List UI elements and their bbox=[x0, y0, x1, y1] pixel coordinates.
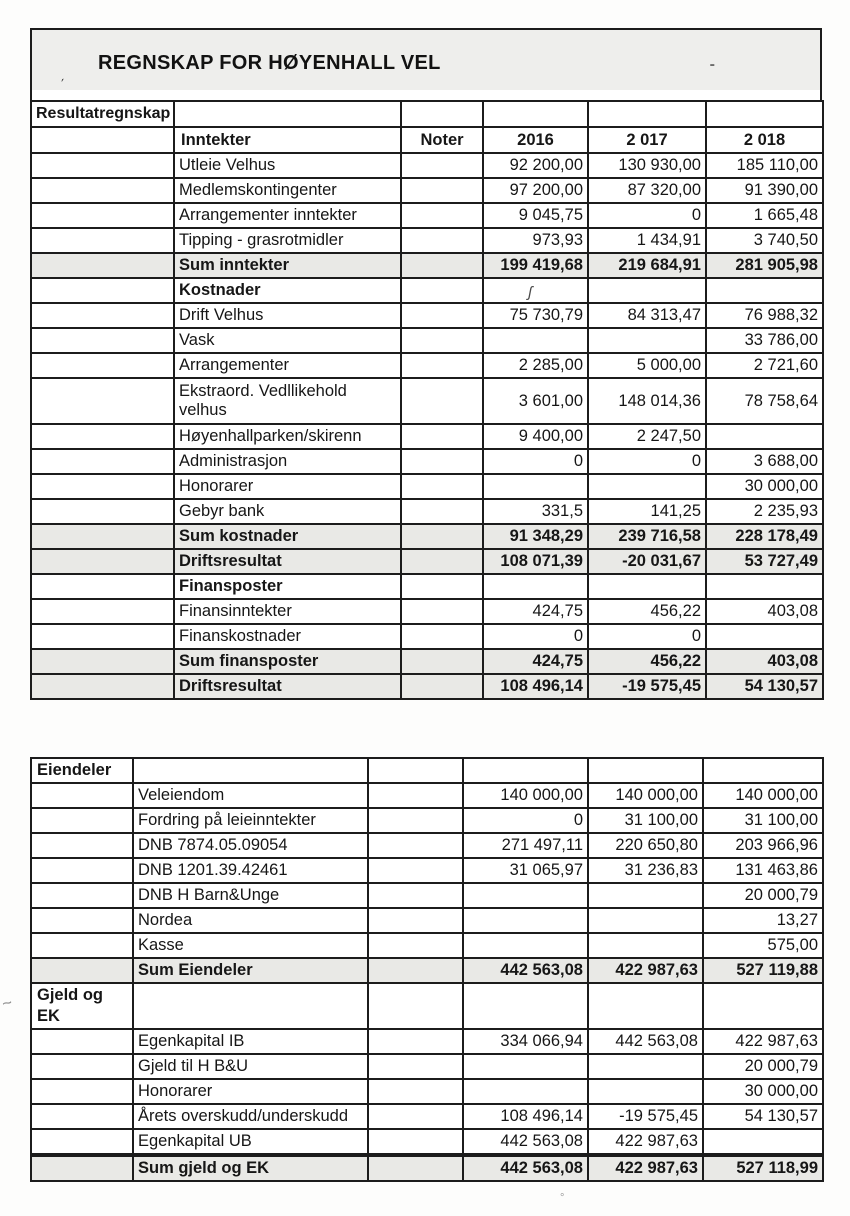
resultat-row bbox=[31, 449, 823, 474]
label-cell: DNB H Barn&Unge bbox=[133, 883, 368, 908]
value-2017-cell: -20 031,67 bbox=[588, 549, 706, 574]
value-2018-cell: 20 000,79 bbox=[703, 1054, 823, 1079]
value-2018-cell bbox=[706, 624, 823, 649]
balanse-row bbox=[31, 883, 823, 908]
value-2017-cell: 220 650,80 bbox=[588, 833, 703, 858]
noter-cell bbox=[368, 1029, 463, 1054]
column-header-2016: 2016 bbox=[483, 127, 588, 153]
value-2017-cell bbox=[588, 1054, 703, 1079]
value-2016-cell bbox=[463, 908, 588, 933]
section-cell bbox=[31, 574, 174, 599]
value-2017-cell: 239 716,58 bbox=[588, 524, 706, 549]
section-cell: Gjeld og EK bbox=[31, 983, 133, 1029]
value-2016-cell: 0 bbox=[463, 808, 588, 833]
value-2016-cell: 9 045,75 bbox=[483, 203, 588, 228]
resultat-row bbox=[31, 303, 823, 328]
section-cell bbox=[31, 153, 174, 178]
value-2017-cell bbox=[588, 574, 706, 599]
value-2018-cell: 403,08 bbox=[706, 599, 823, 624]
noter-cell bbox=[368, 833, 463, 858]
value-2018-cell: 281 905,98 bbox=[706, 253, 823, 278]
balanse-row bbox=[31, 1079, 823, 1104]
value-2018-cell: 422 987,63 bbox=[703, 1029, 823, 1054]
balanse-row bbox=[31, 1054, 823, 1079]
noter-cell bbox=[368, 908, 463, 933]
value-2017-cell: -19 575,45 bbox=[588, 1104, 703, 1129]
value-2018-cell: 131 463,86 bbox=[703, 858, 823, 883]
section-cell bbox=[31, 303, 174, 328]
section-cell bbox=[31, 499, 174, 524]
label-cell: Egenkapital IB bbox=[133, 1029, 368, 1054]
balanse-row bbox=[31, 808, 823, 833]
noter-cell bbox=[401, 153, 483, 178]
noter-cell bbox=[401, 178, 483, 203]
noter-cell bbox=[368, 1104, 463, 1129]
value-2018-cell bbox=[703, 1129, 823, 1154]
section-cell bbox=[31, 228, 174, 253]
value-2016-cell bbox=[483, 474, 588, 499]
empty-cell bbox=[588, 101, 706, 127]
balanse-row bbox=[31, 833, 823, 858]
section-cell bbox=[31, 1054, 133, 1079]
value-2017-cell: 141,25 bbox=[588, 499, 706, 524]
value-2017-cell bbox=[588, 328, 706, 353]
label-cell: Sum kostnader bbox=[174, 524, 401, 549]
value-2017-cell: 442 563,08 bbox=[588, 1029, 703, 1054]
value-2016-cell: 75 730,79 bbox=[483, 303, 588, 328]
noter-cell bbox=[401, 649, 483, 674]
noter-cell bbox=[368, 758, 463, 783]
section-cell bbox=[31, 808, 133, 833]
value-2016-cell: 108 496,14 bbox=[463, 1104, 588, 1129]
value-2017-cell: 31 100,00 bbox=[588, 808, 703, 833]
label-cell: Nordea bbox=[133, 908, 368, 933]
label-cell: Finanskostnader bbox=[174, 624, 401, 649]
value-2018-cell bbox=[703, 758, 823, 783]
resultatregnskap-section-row bbox=[31, 101, 823, 127]
scan-artifact-bottom-mark: ° bbox=[560, 1192, 565, 1204]
balanse-row bbox=[31, 1029, 823, 1054]
scan-artifact-dash: - bbox=[709, 56, 715, 73]
sum-gjeld-og-ek-table bbox=[30, 1155, 824, 1182]
value-2017-cell bbox=[588, 983, 703, 1029]
label-cell: Finansinntekter bbox=[174, 599, 401, 624]
section-cell bbox=[31, 449, 174, 474]
resultat-row bbox=[31, 253, 823, 278]
resultat-row bbox=[31, 474, 823, 499]
value-2018-cell: 527 119,88 bbox=[703, 958, 823, 983]
noter-cell bbox=[401, 499, 483, 524]
noter-cell bbox=[401, 378, 483, 424]
value-2016-cell: 9 400,00 bbox=[483, 424, 588, 449]
section-cell bbox=[31, 178, 174, 203]
value-2016-cell: 424,75 bbox=[483, 649, 588, 674]
label-cell: Honorarer bbox=[174, 474, 401, 499]
value-2016-cell bbox=[463, 758, 588, 783]
noter-cell bbox=[401, 599, 483, 624]
label-cell: Høyenhallparken/skirenn bbox=[174, 424, 401, 449]
resultat-row bbox=[31, 649, 823, 674]
section-cell bbox=[31, 524, 174, 549]
value-2016-cell: 0 bbox=[483, 449, 588, 474]
noter-cell bbox=[368, 933, 463, 958]
value-2018-cell: 527 118,99 bbox=[703, 1156, 823, 1181]
value-2018-cell bbox=[706, 278, 823, 303]
section-cell bbox=[31, 549, 174, 574]
section-cell bbox=[31, 353, 174, 378]
section-cell bbox=[31, 933, 133, 958]
balanse-row bbox=[31, 1129, 823, 1154]
value-2016-cell: 31 065,97 bbox=[463, 858, 588, 883]
empty-cell bbox=[31, 127, 174, 153]
section-cell bbox=[31, 958, 133, 983]
value-2017-cell: 140 000,00 bbox=[588, 783, 703, 808]
section-cell bbox=[31, 378, 174, 424]
value-2016-cell: 108 496,14 bbox=[483, 674, 588, 699]
value-2018-cell: 54 130,57 bbox=[703, 1104, 823, 1129]
value-2018-cell: 31 100,00 bbox=[703, 808, 823, 833]
column-header-2017: 2 017 bbox=[588, 127, 706, 153]
resultat-row bbox=[31, 499, 823, 524]
value-2016-cell: 331,5 bbox=[483, 499, 588, 524]
label-cell: Sum Eiendeler bbox=[133, 958, 368, 983]
value-2017-cell: 148 014,36 bbox=[588, 378, 706, 424]
value-2016-cell bbox=[463, 1079, 588, 1104]
section-cell bbox=[31, 328, 174, 353]
balanse-sum-row bbox=[31, 1156, 823, 1181]
resultat-row bbox=[31, 228, 823, 253]
value-2018-cell: 33 786,00 bbox=[706, 328, 823, 353]
label-cell: Driftsresultat bbox=[174, 549, 401, 574]
value-2017-cell: 84 313,47 bbox=[588, 303, 706, 328]
resultat-row bbox=[31, 624, 823, 649]
section-cell bbox=[31, 908, 133, 933]
value-2016-cell: 97 200,00 bbox=[483, 178, 588, 203]
value-2018-cell: 403,08 bbox=[706, 649, 823, 674]
value-2018-cell: 13,27 bbox=[703, 908, 823, 933]
band-gap bbox=[30, 90, 822, 100]
document-header-block bbox=[30, 28, 822, 100]
scan-artifact-script-mark: ʃ bbox=[528, 284, 533, 301]
section-cell bbox=[31, 1156, 133, 1181]
value-2017-cell: 0 bbox=[588, 449, 706, 474]
value-2018-cell: 203 966,96 bbox=[703, 833, 823, 858]
value-2018-cell: 54 130,57 bbox=[706, 674, 823, 699]
label-cell: Veleiendom bbox=[133, 783, 368, 808]
value-2017-cell bbox=[588, 933, 703, 958]
value-2018-cell: 78 758,64 bbox=[706, 378, 823, 424]
value-2017-cell: 422 987,63 bbox=[588, 1129, 703, 1154]
resultat-header-row bbox=[31, 127, 823, 153]
section-cell bbox=[31, 253, 174, 278]
value-2017-cell bbox=[588, 474, 706, 499]
value-2018-cell: 30 000,00 bbox=[703, 1079, 823, 1104]
section-label-resultatregnskap: Resultatregnskap bbox=[31, 101, 174, 127]
value-2018-cell: 185 110,00 bbox=[706, 153, 823, 178]
section-cell bbox=[31, 858, 133, 883]
label-cell: DNB 7874.05.09054 bbox=[133, 833, 368, 858]
label-cell: Gebyr bank bbox=[174, 499, 401, 524]
value-2016-cell: 92 200,00 bbox=[483, 153, 588, 178]
noter-cell bbox=[401, 353, 483, 378]
label-cell: Vask bbox=[174, 328, 401, 353]
empty-cell bbox=[174, 101, 401, 127]
resultat-row bbox=[31, 599, 823, 624]
noter-cell bbox=[368, 883, 463, 908]
noter-cell bbox=[368, 858, 463, 883]
label-cell: Sum finansposter bbox=[174, 649, 401, 674]
value-2016-cell: 140 000,00 bbox=[463, 783, 588, 808]
section-cell bbox=[31, 833, 133, 858]
label-cell: Gjeld til H B&U bbox=[133, 1054, 368, 1079]
value-2017-cell bbox=[588, 278, 706, 303]
balanse-row bbox=[31, 1104, 823, 1129]
label-cell: Utleie Velhus bbox=[174, 153, 401, 178]
resultat-row bbox=[31, 574, 823, 599]
resultat-row bbox=[31, 278, 823, 303]
noter-cell bbox=[368, 1054, 463, 1079]
section-cell bbox=[31, 649, 174, 674]
value-2017-cell: -19 575,45 bbox=[588, 674, 706, 699]
value-2018-cell: 140 000,00 bbox=[703, 783, 823, 808]
value-2018-cell: 3 740,50 bbox=[706, 228, 823, 253]
noter-cell bbox=[368, 783, 463, 808]
value-2017-cell: 456,22 bbox=[588, 649, 706, 674]
value-2016-cell: 0 bbox=[483, 624, 588, 649]
label-cell: Honorarer bbox=[133, 1079, 368, 1104]
value-2017-cell: 456,22 bbox=[588, 599, 706, 624]
noter-cell bbox=[401, 549, 483, 574]
value-2016-cell bbox=[463, 883, 588, 908]
balanse-row bbox=[31, 783, 823, 808]
label-cell: Fordring på leieinntekter bbox=[133, 808, 368, 833]
value-2017-cell: 5 000,00 bbox=[588, 353, 706, 378]
value-2016-cell: 91 348,29 bbox=[483, 524, 588, 549]
value-2018-cell: 53 727,49 bbox=[706, 549, 823, 574]
balanse-row bbox=[31, 908, 823, 933]
label-cell: Tipping - grasrotmidler bbox=[174, 228, 401, 253]
label-cell: Finansposter bbox=[174, 574, 401, 599]
label-cell: Driftsresultat bbox=[174, 674, 401, 699]
noter-cell bbox=[401, 228, 483, 253]
value-2016-cell: 2 285,00 bbox=[483, 353, 588, 378]
resultat-row bbox=[31, 203, 823, 228]
label-cell: Administrasjon bbox=[174, 449, 401, 474]
balanse-table bbox=[30, 757, 824, 1155]
value-2016-cell bbox=[463, 933, 588, 958]
section-cell bbox=[31, 783, 133, 808]
section-cell bbox=[31, 1079, 133, 1104]
balanse-row bbox=[31, 758, 823, 783]
section-cell bbox=[31, 599, 174, 624]
noter-cell bbox=[368, 1129, 463, 1154]
noter-cell bbox=[368, 958, 463, 983]
value-2016-cell: 334 066,94 bbox=[463, 1029, 588, 1054]
value-2017-cell: 130 930,00 bbox=[588, 153, 706, 178]
noter-cell bbox=[368, 983, 463, 1029]
label-cell: Medlemskontingenter bbox=[174, 178, 401, 203]
value-2018-cell bbox=[706, 424, 823, 449]
noter-cell bbox=[401, 253, 483, 278]
value-2018-cell: 2 235,93 bbox=[706, 499, 823, 524]
noter-cell bbox=[401, 328, 483, 353]
value-2016-cell: 442 563,08 bbox=[463, 1156, 588, 1181]
value-2017-cell bbox=[588, 1079, 703, 1104]
value-2018-cell bbox=[703, 983, 823, 1029]
resultat-row bbox=[31, 549, 823, 574]
label-cell: Ekstraord. Vedllikehold velhus bbox=[174, 378, 401, 424]
section-cell bbox=[31, 624, 174, 649]
value-2018-cell: 3 688,00 bbox=[706, 449, 823, 474]
label-cell: Arrangementer bbox=[174, 353, 401, 378]
label-cell: Egenkapital UB bbox=[133, 1129, 368, 1154]
label-cell: Årets overskudd/underskudd bbox=[133, 1104, 368, 1129]
value-2016-cell: 973,93 bbox=[483, 228, 588, 253]
label-cell: Kostnader bbox=[174, 278, 401, 303]
label-cell bbox=[133, 983, 368, 1029]
section-cell bbox=[31, 474, 174, 499]
value-2016-cell: 271 497,11 bbox=[463, 833, 588, 858]
balanse-row bbox=[31, 958, 823, 983]
label-cell: Kasse bbox=[133, 933, 368, 958]
empty-cell bbox=[483, 101, 588, 127]
resultat-row bbox=[31, 328, 823, 353]
label-cell: Drift Velhus bbox=[174, 303, 401, 328]
noter-cell bbox=[401, 624, 483, 649]
scan-artifact-tick: ´ bbox=[59, 75, 70, 93]
balanse-row bbox=[31, 933, 823, 958]
value-2017-cell bbox=[588, 883, 703, 908]
value-2016-cell bbox=[463, 1054, 588, 1079]
value-2018-cell: 575,00 bbox=[703, 933, 823, 958]
value-2017-cell: 422 987,63 bbox=[588, 1156, 703, 1181]
label-cell bbox=[133, 758, 368, 783]
section-cell bbox=[31, 424, 174, 449]
value-2016-cell: 3 601,00 bbox=[483, 378, 588, 424]
noter-cell bbox=[401, 203, 483, 228]
noter-cell bbox=[368, 808, 463, 833]
label-cell: Sum inntekter bbox=[174, 253, 401, 278]
value-2017-cell: 0 bbox=[588, 624, 706, 649]
title-band bbox=[30, 28, 822, 90]
value-2016-cell: 442 563,08 bbox=[463, 1129, 588, 1154]
value-2016-cell: 199 419,68 bbox=[483, 253, 588, 278]
value-2018-cell: 30 000,00 bbox=[706, 474, 823, 499]
section-cell bbox=[31, 203, 174, 228]
section-cell bbox=[31, 1104, 133, 1129]
value-2016-cell bbox=[483, 574, 588, 599]
value-2016-cell: 442 563,08 bbox=[463, 958, 588, 983]
value-2016-cell bbox=[463, 983, 588, 1029]
empty-cell bbox=[401, 101, 483, 127]
section-cell bbox=[31, 1129, 133, 1154]
noter-cell bbox=[368, 1079, 463, 1104]
resultat-row bbox=[31, 524, 823, 549]
value-2016-cell: 424,75 bbox=[483, 599, 588, 624]
value-2017-cell: 219 684,91 bbox=[588, 253, 706, 278]
value-2017-cell: 31 236,83 bbox=[588, 858, 703, 883]
noter-cell bbox=[368, 1156, 463, 1181]
label-cell: Arrangementer inntekter bbox=[174, 203, 401, 228]
value-2018-cell: 228 178,49 bbox=[706, 524, 823, 549]
value-2018-cell bbox=[706, 574, 823, 599]
noter-cell bbox=[401, 674, 483, 699]
value-2017-cell: 1 434,91 bbox=[588, 228, 706, 253]
value-2018-cell: 91 390,00 bbox=[706, 178, 823, 203]
value-2018-cell: 2 721,60 bbox=[706, 353, 823, 378]
column-header-2018: 2 018 bbox=[706, 127, 823, 153]
resultat-row bbox=[31, 153, 823, 178]
section-cell bbox=[31, 883, 133, 908]
value-2016-cell bbox=[483, 328, 588, 353]
noter-cell bbox=[401, 574, 483, 599]
label-cell: Sum gjeld og EK bbox=[133, 1156, 368, 1181]
value-2018-cell: 1 665,48 bbox=[706, 203, 823, 228]
resultat-row bbox=[31, 674, 823, 699]
noter-cell bbox=[401, 449, 483, 474]
value-2017-cell: 0 bbox=[588, 203, 706, 228]
column-header-noter: Noter bbox=[401, 127, 483, 153]
noter-cell bbox=[401, 474, 483, 499]
section-cell: Eiendeler bbox=[31, 758, 133, 783]
resultat-row bbox=[31, 178, 823, 203]
section-cell bbox=[31, 1029, 133, 1054]
value-2018-cell: 20 000,79 bbox=[703, 883, 823, 908]
value-2017-cell bbox=[588, 758, 703, 783]
value-2017-cell bbox=[588, 908, 703, 933]
section-cell bbox=[31, 674, 174, 699]
value-2016-cell: 108 071,39 bbox=[483, 549, 588, 574]
resultat-row bbox=[31, 353, 823, 378]
noter-cell bbox=[401, 524, 483, 549]
value-2017-cell: 2 247,50 bbox=[588, 424, 706, 449]
document-title: REGNSKAP FOR HØYENHALL VEL bbox=[98, 52, 441, 74]
resultatregnskap-table bbox=[30, 100, 824, 700]
resultat-row bbox=[31, 424, 823, 449]
value-2016-cell bbox=[483, 278, 588, 303]
balanse-row bbox=[31, 983, 823, 1029]
balanse-row bbox=[31, 858, 823, 883]
noter-cell bbox=[401, 303, 483, 328]
value-2017-cell: 87 320,00 bbox=[588, 178, 706, 203]
column-header-inntekter: Inntekter bbox=[174, 127, 401, 153]
empty-cell bbox=[706, 101, 823, 127]
value-2017-cell: 422 987,63 bbox=[588, 958, 703, 983]
value-2018-cell: 76 988,32 bbox=[706, 303, 823, 328]
noter-cell bbox=[401, 278, 483, 303]
resultat-row bbox=[31, 378, 823, 424]
noter-cell bbox=[401, 424, 483, 449]
label-cell: DNB 1201.39.42461 bbox=[133, 858, 368, 883]
scan-artifact-squiggle: ~ bbox=[0, 993, 12, 1014]
section-cell bbox=[31, 278, 174, 303]
